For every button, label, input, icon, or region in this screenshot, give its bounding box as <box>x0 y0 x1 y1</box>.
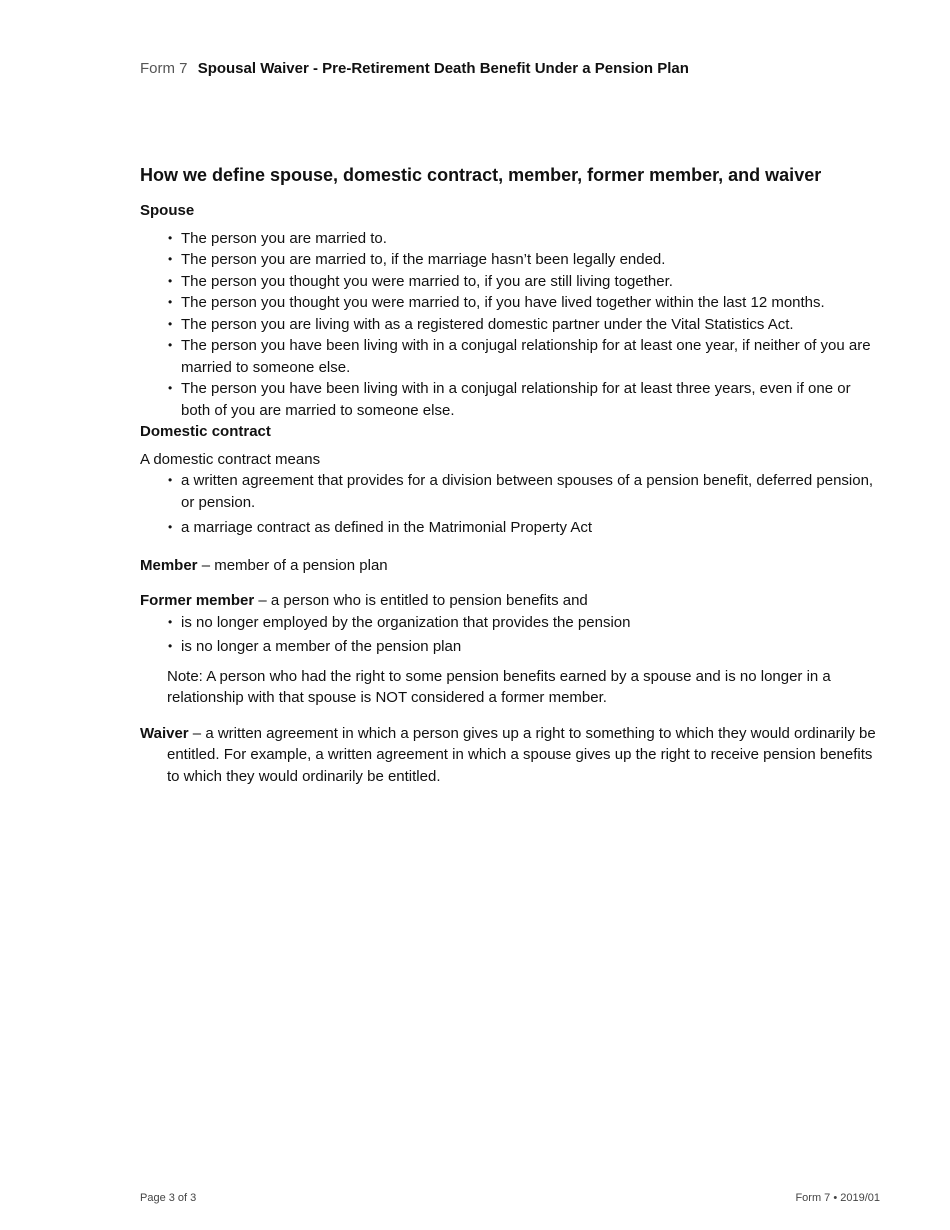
list-item: • a written agreement that provides for a division between spouses of a pension benefit, deferred pension, or pension. <box>168 472 874 511</box>
list-item: • a marriage contract as defined in the Matrimonial Property Act <box>181 517 880 539</box>
bullet-icon: • <box>168 473 173 487</box>
bullet-icon: • <box>168 295 173 309</box>
form-title: Spousal Waiver - Pre-Retirement Death Benefit Under a Pension Plan <box>197 60 689 77</box>
form-version: Form 7 • 2019/01 <box>795 1192 880 1204</box>
definitions-section <box>140 163 880 787</box>
former-member-term: Former member <box>140 592 255 609</box>
member-term: Member <box>140 556 198 574</box>
domestic-contract-list <box>140 470 880 539</box>
waiver-text: – a written agreement in which a person gives up a right to something to which they would ordinarily be entitled. For example, a written agreement in which a spouse gives up the right to receive pension benefits to which they would ordinarily be entitled. <box>167 724 876 785</box>
list-item: • The person you have been living with in a conjugal relationship for at least one year, if neither of you are married to someone else. <box>168 337 871 376</box>
bullet-icon: • <box>168 273 173 288</box>
waiver-term: Waiver <box>140 724 189 742</box>
bullet-icon: • <box>168 338 173 352</box>
former-member-definition <box>140 590 880 612</box>
domestic-contract-intro: A domestic contract means <box>140 450 321 468</box>
page-header <box>140 60 689 77</box>
bullet-icon: • <box>168 230 173 245</box>
former-member-text: – a person who is entitled to pension benefits and <box>254 592 588 609</box>
list-item: • The person you are married to, if the marriage hasn’t been legally ended. <box>181 249 880 271</box>
bullet-icon: • <box>168 520 173 534</box>
former-member-list <box>140 612 880 658</box>
bullet-icon: • <box>168 316 173 331</box>
domestic-contract-title: Domestic contract <box>140 423 271 440</box>
list-item: • The person you thought you were married to, if you are still living together. <box>181 271 880 293</box>
section-heading: How we define spouse, domestic contract, member, former member, and waiver <box>140 165 822 185</box>
list-item: • is no longer a member of the pension plan <box>181 636 880 658</box>
spouse-list <box>140 228 880 422</box>
member-text: – member of a pension plan <box>197 556 388 574</box>
list-item: • The person you are married to. <box>181 228 880 250</box>
spouse-title: Spouse <box>140 202 195 219</box>
waiver-definition <box>140 723 880 788</box>
member-definition <box>140 555 880 577</box>
list-item: • The person you thought you were married to, if you have lived together within the last 12 months. <box>181 292 880 314</box>
bullet-icon: • <box>168 639 173 653</box>
bullet-icon: • <box>168 252 173 266</box>
form-number: Form 7 <box>140 60 188 77</box>
bullet-icon: • <box>168 381 173 395</box>
list-item: • is no longer employed by the organization that provides the pension <box>181 612 880 634</box>
bullet-icon: • <box>168 614 173 629</box>
list-item: • The person you are living with as a registered domestic partner under the Vital Statistics Act. <box>181 314 880 336</box>
list-item: • The person you have been living with in a conjugal relationship for at least three years, even if one or both of you are married to someone else. <box>168 380 851 419</box>
page-number: Page 3 of 3 <box>140 1192 197 1204</box>
former-member-note: Note: A person who had the right to some pension benefits earned by a spouse and is no longer in a relationship with that spouse is NOT considered a former member. <box>167 667 831 706</box>
